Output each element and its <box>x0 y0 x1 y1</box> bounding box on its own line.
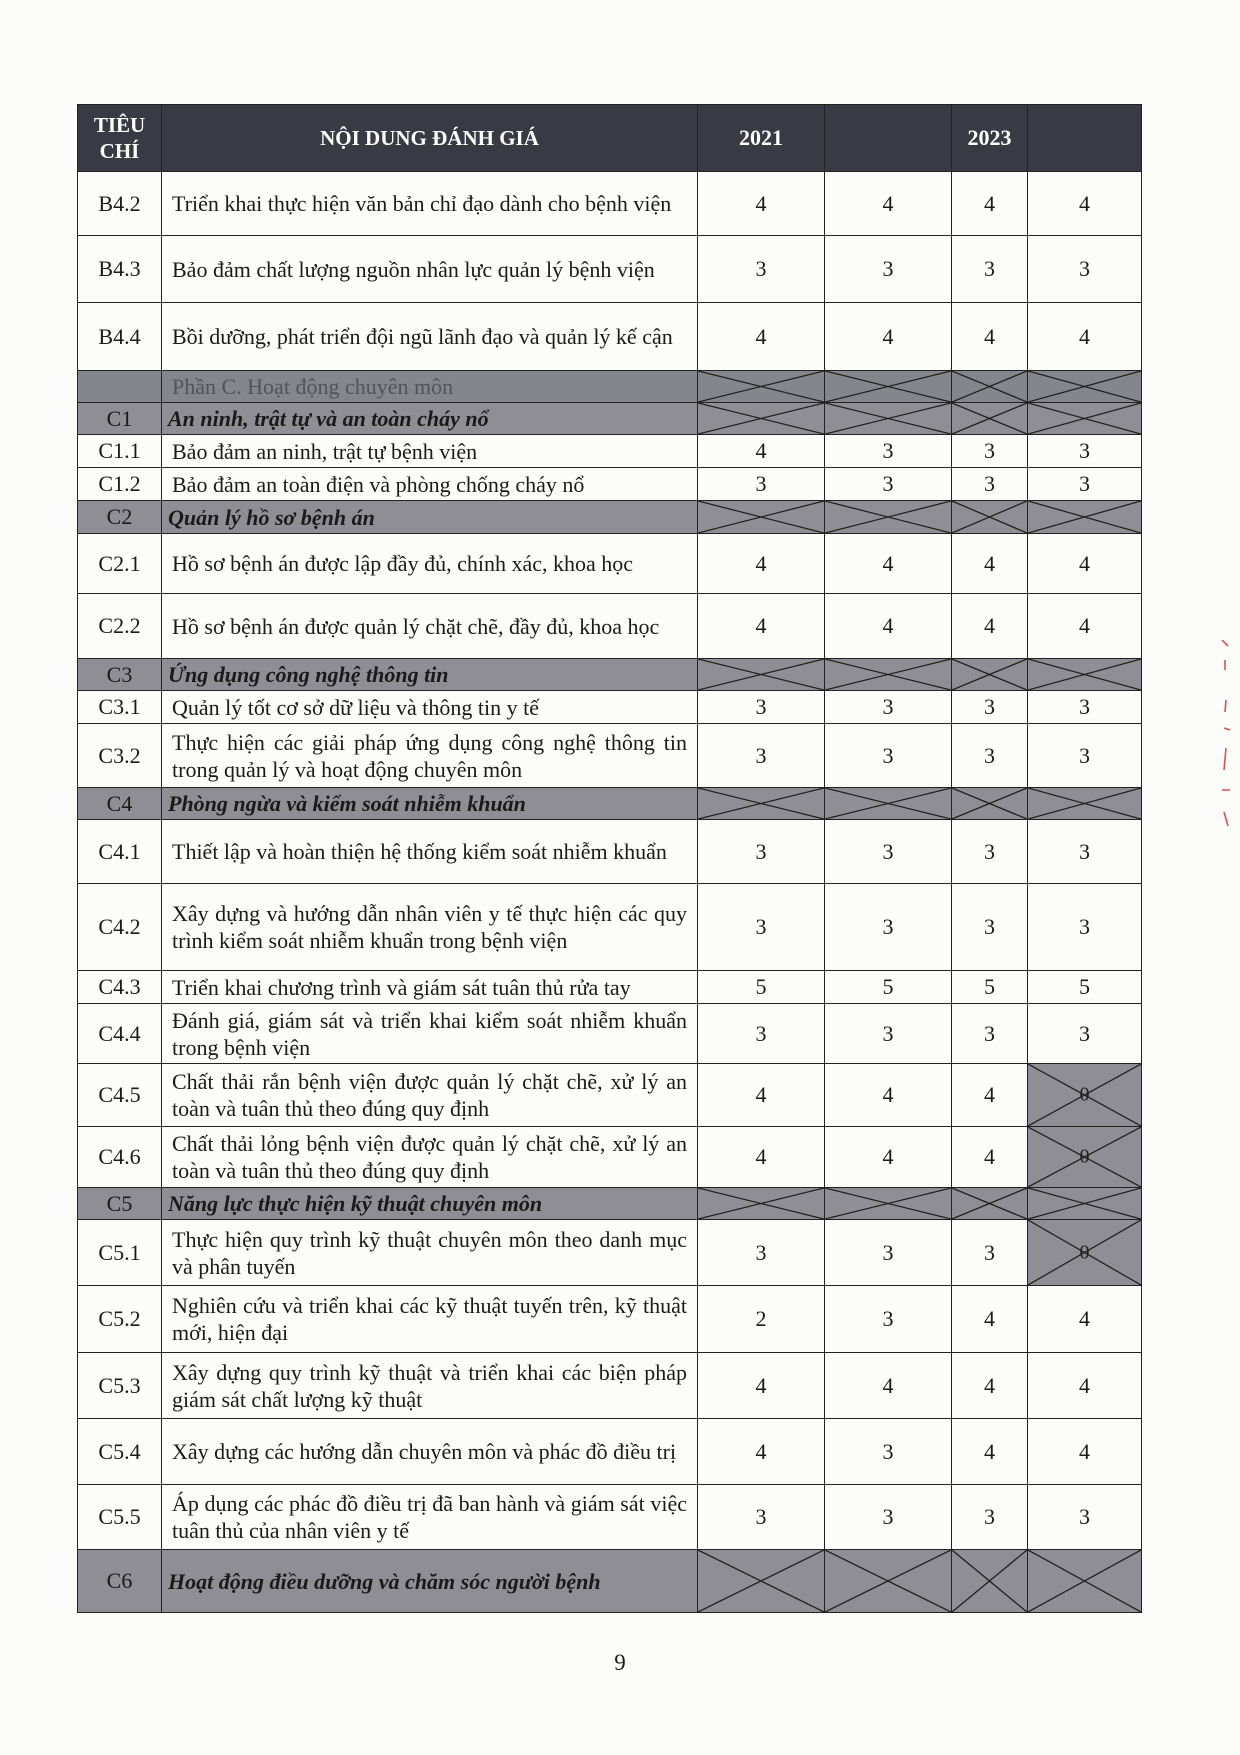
score-value: 0 <box>1079 1145 1090 1168</box>
cross-mark-icon <box>1028 403 1141 434</box>
table-header-row <box>78 105 1142 172</box>
cross-mark-icon <box>1028 371 1141 402</box>
crossed-cell <box>952 659 1028 691</box>
section-code: C5 <box>78 1188 162 1220</box>
crossed-score-cell <box>1028 1220 1142 1286</box>
score-cell: 4 <box>698 1064 825 1127</box>
crossed-cell <box>698 659 825 691</box>
score-cell: 3 <box>825 1286 952 1353</box>
crossed-cell <box>952 1188 1028 1220</box>
criteria-code: C1.1 <box>78 435 162 468</box>
criteria-content: Thiết lập và hoàn thiện hệ thống kiểm soát nhiễm khuẩn <box>162 820 698 884</box>
criteria-content: Áp dụng các phác đồ điều trị đã ban hành và giám sát việc tuân thủ của nhân viên y tế <box>162 1485 698 1550</box>
score-cell: 3 <box>825 691 952 724</box>
criteria-code: C5.2 <box>78 1286 162 1353</box>
score-cell: 4 <box>1028 303 1142 371</box>
cross-mark-icon <box>952 371 1027 402</box>
criteria-code: B4.3 <box>78 236 162 303</box>
section-title: Phòng ngừa và kiểm soát nhiễm khuẩn <box>162 788 698 820</box>
criteria-code: C3.2 <box>78 724 162 788</box>
criteria-code: C4.5 <box>78 1064 162 1127</box>
criteria-content: Hồ sơ bệnh án được quản lý chặt chẽ, đầy đủ, khoa học <box>162 594 698 659</box>
table-row <box>78 1286 1142 1353</box>
score-cell: 3 <box>1028 1485 1142 1550</box>
header-criteria: TIÊU CHÍ <box>78 105 162 172</box>
score-cell: 4 <box>698 303 825 371</box>
table-row <box>78 1485 1142 1550</box>
section-title: Hoạt động điều dưỡng và chăm sóc người bệnh <box>162 1550 698 1613</box>
score-cell: 4 <box>952 1127 1028 1188</box>
score-cell: 2 <box>698 1286 825 1353</box>
criteria-code: C5.4 <box>78 1419 162 1485</box>
evaluation-table <box>77 104 1142 1613</box>
cross-mark-icon <box>952 1550 1027 1612</box>
criteria-code: C4.1 <box>78 820 162 884</box>
criteria-code: C5.3 <box>78 1353 162 1419</box>
cross-mark-icon <box>698 371 824 402</box>
table-row <box>78 468 1142 501</box>
table-row <box>78 1127 1142 1188</box>
criteria-content: Bảo đảm an ninh, trật tự bệnh viện <box>162 435 698 468</box>
criteria-code: C1.2 <box>78 468 162 501</box>
section-code: C6 <box>78 1550 162 1613</box>
table-row <box>78 1064 1142 1127</box>
cross-mark-icon <box>825 788 951 819</box>
table-row <box>78 534 1142 594</box>
criteria-content: Thực hiện các giải pháp ứng dụng công nghệ thông tin trong quản lý và hoạt động chuyên môn <box>162 724 698 788</box>
crossed-cell <box>952 501 1028 534</box>
score-cell: 4 <box>952 534 1028 594</box>
score-cell: 4 <box>1028 1419 1142 1485</box>
score-cell: 3 <box>698 820 825 884</box>
score-cell: 3 <box>825 1004 952 1064</box>
criteria-content: Triển khai thực hiện văn bản chỉ đạo dành cho bệnh viện <box>162 172 698 236</box>
criteria-content: Thực hiện quy trình kỹ thuật chuyên môn theo danh mục và phân tuyến <box>162 1220 698 1286</box>
cross-mark-icon <box>825 659 951 690</box>
cross-mark-icon <box>952 1188 1027 1219</box>
section-row <box>78 788 1142 820</box>
cross-mark-icon <box>698 788 824 819</box>
score-cell: 3 <box>825 435 952 468</box>
score-cell: 5 <box>1028 971 1142 1004</box>
section-code: C4 <box>78 788 162 820</box>
cross-mark-icon <box>1028 1188 1141 1219</box>
score-cell: 3 <box>952 236 1028 303</box>
table-row <box>78 724 1142 788</box>
crossed-cell <box>825 501 952 534</box>
criteria-content: Quản lý tốt cơ sở dữ liệu và thông tin y tế <box>162 691 698 724</box>
header-year-1: 2021 <box>698 105 825 172</box>
score-cell: 4 <box>698 172 825 236</box>
score-cell: 4 <box>825 1127 952 1188</box>
criteria-content: Xây dựng các hướng dẫn chuyên môn và phác đồ điều trị <box>162 1419 698 1485</box>
criteria-content: Triển khai chương trình và giám sát tuân thủ rửa tay <box>162 971 698 1004</box>
criteria-code: C5.1 <box>78 1220 162 1286</box>
crossed-cell <box>952 788 1028 820</box>
score-cell: 4 <box>825 594 952 659</box>
score-cell: 4 <box>1028 534 1142 594</box>
section-title: Năng lực thực hiện kỹ thuật chuyên môn <box>162 1188 698 1220</box>
criteria-content: Xây dựng và hướng dẫn nhân viên y tế thực hiện các quy trình kiểm soát nhiễm khuẩn trong bệnh viện <box>162 884 698 971</box>
score-cell: 4 <box>952 594 1028 659</box>
table-row <box>78 172 1142 236</box>
cross-mark-icon <box>1028 659 1141 690</box>
score-cell: 3 <box>1028 820 1142 884</box>
score-cell: 3 <box>952 435 1028 468</box>
score-cell: 3 <box>1028 468 1142 501</box>
score-value: 0 <box>1079 1083 1090 1106</box>
section-title: Ứng dụng công nghệ thông tin <box>162 659 698 691</box>
crossed-cell <box>698 1550 825 1613</box>
section-code: C2 <box>78 501 162 534</box>
criteria-content: Hồ sơ bệnh án được lập đầy đủ, chính xác, khoa học <box>162 534 698 594</box>
section-row <box>78 1188 1142 1220</box>
score-cell: 4 <box>825 1064 952 1127</box>
score-value: 0 <box>1079 1241 1090 1263</box>
table-row <box>78 303 1142 371</box>
score-cell: 3 <box>1028 884 1142 971</box>
criteria-content: Chất thải lỏng bệnh viện được quản lý chặt chẽ, xử lý an toàn và tuân thủ theo đúng quy định <box>162 1127 698 1188</box>
criteria-code: C4.4 <box>78 1004 162 1064</box>
criteria-code: B4.4 <box>78 303 162 371</box>
criteria-code: C2.2 <box>78 594 162 659</box>
score-cell: 3 <box>952 724 1028 788</box>
score-cell: 3 <box>698 1004 825 1064</box>
criteria-code: C3.1 <box>78 691 162 724</box>
crossed-cell <box>698 371 825 403</box>
part-title: Phần C. Hoạt động chuyên môn <box>162 371 698 403</box>
score-cell: 4 <box>952 172 1028 236</box>
margin-ink-marks <box>1216 640 1236 840</box>
score-cell: 3 <box>1028 691 1142 724</box>
header-content: NỘI DUNG ĐÁNH GIÁ <box>162 105 698 172</box>
crossed-cell <box>952 403 1028 435</box>
crossed-cell <box>698 1188 825 1220</box>
criteria-code: B4.2 <box>78 172 162 236</box>
cross-mark-icon <box>698 1550 824 1612</box>
criteria-code: C4.6 <box>78 1127 162 1188</box>
crossed-cell <box>1028 1188 1142 1220</box>
score-cell: 4 <box>1028 1353 1142 1419</box>
score-cell: 3 <box>698 236 825 303</box>
score-cell: 3 <box>1028 1004 1142 1064</box>
crossed-cell <box>825 1188 952 1220</box>
crossed-cell <box>825 659 952 691</box>
cross-mark-icon <box>698 1188 824 1219</box>
cross-mark-icon <box>1028 501 1141 533</box>
score-cell: 4 <box>952 1064 1028 1127</box>
section-row <box>78 501 1142 534</box>
criteria-code: C2.1 <box>78 534 162 594</box>
cross-mark-icon <box>825 403 951 434</box>
score-cell: 4 <box>825 534 952 594</box>
crossed-cell <box>698 501 825 534</box>
page-number: 9 <box>614 1650 626 1675</box>
score-cell: 4 <box>952 1419 1028 1485</box>
criteria-content: Xây dựng quy trình kỹ thuật và triển khai các biện pháp giám sát chất lượng kỹ thuật <box>162 1353 698 1419</box>
crossed-cell <box>1028 403 1142 435</box>
section-row <box>78 659 1142 691</box>
score-cell: 4 <box>825 172 952 236</box>
section-row <box>78 1550 1142 1613</box>
score-cell: 5 <box>698 971 825 1004</box>
score-cell: 3 <box>825 884 952 971</box>
score-cell: 4 <box>952 303 1028 371</box>
score-cell: 3 <box>825 1419 952 1485</box>
table-row <box>78 594 1142 659</box>
header-year-2 <box>825 105 952 172</box>
score-cell: 4 <box>952 1353 1028 1419</box>
score-cell: 3 <box>698 468 825 501</box>
score-cell: 3 <box>698 1485 825 1550</box>
table-row <box>78 1419 1142 1485</box>
score-cell: 3 <box>1028 435 1142 468</box>
cross-mark-icon <box>825 501 951 533</box>
table-row <box>78 691 1142 724</box>
score-cell: 4 <box>825 303 952 371</box>
table-row <box>78 435 1142 468</box>
criteria-code: C4.3 <box>78 971 162 1004</box>
score-cell: 4 <box>952 1286 1028 1353</box>
section-title: An ninh, trật tự và an toàn cháy nổ <box>162 403 698 435</box>
criteria-content: Đánh giá, giám sát và triển khai kiểm soát nhiễm khuẩn trong bệnh viện <box>162 1004 698 1064</box>
score-cell: 4 <box>698 534 825 594</box>
cross-mark-icon <box>825 1188 951 1219</box>
score-cell: 4 <box>698 1419 825 1485</box>
table-row <box>78 1353 1142 1419</box>
crossed-cell <box>825 371 952 403</box>
criteria-code: C4.2 <box>78 884 162 971</box>
score-cell: 3 <box>825 236 952 303</box>
cross-mark-icon <box>952 403 1027 434</box>
cross-mark-icon <box>952 788 1027 819</box>
score-cell: 3 <box>825 820 952 884</box>
score-cell: 3 <box>952 1485 1028 1550</box>
score-cell: 3 <box>952 1220 1028 1286</box>
score-cell: 4 <box>1028 1286 1142 1353</box>
table-row <box>78 971 1142 1004</box>
score-cell: 4 <box>698 435 825 468</box>
score-cell: 3 <box>825 1220 952 1286</box>
cross-mark-icon <box>1028 788 1141 819</box>
score-cell: 3 <box>952 820 1028 884</box>
table-row <box>78 820 1142 884</box>
section-code: C1 <box>78 403 162 435</box>
score-cell: 3 <box>952 1004 1028 1064</box>
criteria-content: Chất thải rắn bệnh viện được quản lý chặt chẽ, xử lý an toàn và tuân thủ theo đúng quy định <box>162 1064 698 1127</box>
cross-mark-icon <box>698 403 824 434</box>
cross-mark-icon <box>952 659 1027 690</box>
score-cell: 4 <box>1028 172 1142 236</box>
cross-mark-icon <box>1028 1550 1141 1612</box>
cross-mark-icon <box>952 501 1027 533</box>
crossed-score-cell <box>1028 1064 1142 1127</box>
part-heading-row <box>78 371 1142 403</box>
score-cell: 3 <box>698 691 825 724</box>
score-cell: 4 <box>698 1127 825 1188</box>
crossed-cell <box>1028 788 1142 820</box>
criteria-content: Nghiên cứu và triển khai các kỹ thuật tuyến trên, kỹ thuật mới, hiện đại <box>162 1286 698 1353</box>
criteria-code: C5.5 <box>78 1485 162 1550</box>
score-cell: 3 <box>952 884 1028 971</box>
table-row <box>78 1220 1142 1286</box>
crossed-cell <box>825 403 952 435</box>
score-cell: 4 <box>698 594 825 659</box>
section-row <box>78 403 1142 435</box>
score-cell: 3 <box>1028 236 1142 303</box>
cross-mark-icon <box>698 659 824 690</box>
score-cell: 3 <box>825 1485 952 1550</box>
table-row <box>78 1004 1142 1064</box>
criteria-code <box>78 371 162 403</box>
cross-mark-icon <box>825 371 951 402</box>
section-code: C3 <box>78 659 162 691</box>
score-cell: 3 <box>825 724 952 788</box>
crossed-cell <box>825 1550 952 1613</box>
crossed-cell <box>952 1550 1028 1613</box>
header-year-3: 2023 <box>952 105 1028 172</box>
score-cell: 3 <box>952 691 1028 724</box>
criteria-content: Bồi dưỡng, phát triển đội ngũ lãnh đạo và quản lý kế cận <box>162 303 698 371</box>
crossed-cell <box>698 403 825 435</box>
score-cell: 4 <box>1028 594 1142 659</box>
score-cell: 4 <box>698 1353 825 1419</box>
score-cell: 3 <box>698 1220 825 1286</box>
crossed-cell <box>698 788 825 820</box>
criteria-content: Bảo đảm chất lượng nguồn nhân lực quản lý bệnh viện <box>162 236 698 303</box>
score-cell: 5 <box>952 971 1028 1004</box>
score-cell: 4 <box>825 1353 952 1419</box>
crossed-cell <box>1028 501 1142 534</box>
cross-mark-icon <box>825 1550 951 1612</box>
crossed-cell <box>825 788 952 820</box>
table-row <box>78 884 1142 971</box>
score-cell: 3 <box>952 468 1028 501</box>
crossed-cell <box>1028 1550 1142 1613</box>
crossed-score-cell <box>1028 1127 1142 1188</box>
score-cell: 3 <box>825 468 952 501</box>
section-title: Quản lý hồ sơ bệnh án <box>162 501 698 534</box>
crossed-cell <box>1028 659 1142 691</box>
crossed-cell <box>1028 371 1142 403</box>
cross-mark-icon <box>698 501 824 533</box>
header-year-4 <box>1028 105 1142 172</box>
score-cell: 5 <box>825 971 952 1004</box>
criteria-content: Bảo đảm an toàn điện và phòng chống cháy nổ <box>162 468 698 501</box>
crossed-cell <box>952 371 1028 403</box>
table-row <box>78 236 1142 303</box>
score-cell: 3 <box>698 884 825 971</box>
score-cell: 3 <box>698 724 825 788</box>
score-cell: 3 <box>1028 724 1142 788</box>
